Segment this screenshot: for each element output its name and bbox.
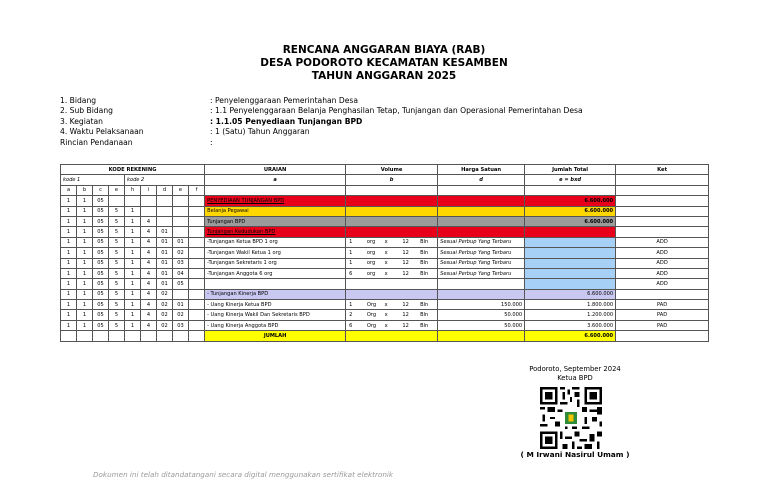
- code-cell: 05: [93, 289, 109, 299]
- code-cell: 5: [109, 310, 125, 320]
- ket-cell: [616, 289, 709, 299]
- info-label: 3. Kegiatan: [60, 116, 103, 126]
- code-cell: 1: [77, 206, 93, 216]
- volume-cell: [346, 331, 438, 341]
- header-ket-sub: [616, 175, 709, 185]
- code-letter: d: [157, 185, 173, 195]
- code-cell: 05: [93, 216, 109, 226]
- table-row: [61, 289, 709, 299]
- volume-cell: 1 org x 12 Bln: [346, 248, 438, 258]
- code-cell: 02: [157, 320, 173, 330]
- code-cell: 4: [141, 237, 157, 247]
- table-row: [61, 300, 709, 310]
- volume-cell: 6 org x 12 Bln: [346, 268, 438, 278]
- code-cell: 5: [109, 289, 125, 299]
- code-cell: 1: [125, 310, 141, 320]
- code-cell: 5: [109, 227, 125, 237]
- harga-satuan-cell: Sesuai Perbup Yang Terbaru: [438, 248, 525, 258]
- jumlah-total-cell: 6.600.000: [525, 196, 616, 206]
- code-cell: 1: [61, 289, 77, 299]
- qr-code-icon: [540, 387, 602, 449]
- code-letter: c: [93, 185, 109, 195]
- code-cell: 02: [157, 310, 173, 320]
- info-value: :: [210, 137, 213, 147]
- code-cell: 05: [93, 320, 109, 330]
- code-cell: 02: [173, 248, 189, 258]
- code-cell: 04: [173, 268, 189, 278]
- table-row: [61, 258, 709, 268]
- code-cell: 05: [93, 310, 109, 320]
- jumlah-total-cell: 3.600.000: [525, 320, 616, 330]
- header-volume: Volume: [346, 165, 438, 175]
- uraian-cell: - Uang Kinerja Anggota BPD: [205, 320, 346, 330]
- code-cell: [109, 331, 125, 341]
- uraian-cell: - Uang Kinerja Wakil Dan Sekretaris BPD: [205, 310, 346, 320]
- info-row: [60, 106, 583, 116]
- code-cell: [173, 331, 189, 341]
- signature-role: Ketua BPD: [557, 374, 593, 383]
- table-subheader-row: [61, 175, 709, 185]
- ket-cell: [616, 331, 709, 341]
- code-cell: 05: [93, 268, 109, 278]
- document-title-line1: RENCANA ANGGARAN BIAYA (RAB): [282, 44, 486, 56]
- code-cell: [157, 206, 173, 216]
- code-cell: 1: [77, 289, 93, 299]
- jumlah-total-cell: [525, 237, 616, 247]
- code-cell: [189, 206, 205, 216]
- code-letter: b: [77, 185, 93, 195]
- volume-cell: [346, 227, 438, 237]
- info-label: 4. Waktu Pelaksanaan: [60, 127, 144, 137]
- code-cell: [189, 279, 205, 289]
- table-cell: [438, 185, 525, 195]
- code-cell: 5: [109, 206, 125, 216]
- ket-cell: [616, 216, 709, 226]
- activity-info: [60, 96, 583, 148]
- code-cell: 1: [125, 216, 141, 226]
- code-cell: [141, 196, 157, 206]
- volume-cell: [346, 196, 438, 206]
- header-uraian-sub: a: [205, 175, 346, 185]
- code-cell: [189, 196, 205, 206]
- jumlah-total-cell: [525, 268, 616, 278]
- ket-cell: ADD: [616, 279, 709, 289]
- ket-cell: ADD: [616, 258, 709, 268]
- code-cell: 1: [125, 268, 141, 278]
- code-cell: 5: [109, 258, 125, 268]
- harga-satuan-cell: [438, 279, 525, 289]
- header-jumlah-total: Jumlah Total: [525, 165, 616, 175]
- table-code-letter-row: [61, 185, 709, 195]
- header-harga-sub: d: [438, 175, 525, 185]
- signature-block: [520, 365, 630, 384]
- info-value: : 1.1.05 Penyediaan Tunjangan BPD: [210, 116, 363, 126]
- code-cell: [157, 196, 173, 206]
- table-cell: [616, 185, 709, 195]
- code-cell: 01: [157, 258, 173, 268]
- harga-satuan-cell: [438, 289, 525, 299]
- code-cell: 01: [157, 227, 173, 237]
- ket-cell: PAD: [616, 300, 709, 310]
- code-cell: [125, 331, 141, 341]
- jumlah-total-cell: 6.600.000: [525, 206, 616, 216]
- harga-satuan-cell: [438, 331, 525, 341]
- code-cell: 1: [125, 248, 141, 258]
- table-row: [61, 310, 709, 320]
- code-cell: 1: [61, 300, 77, 310]
- table-row: [61, 320, 709, 330]
- code-cell: 05: [93, 196, 109, 206]
- harga-satuan-cell: [438, 196, 525, 206]
- code-cell: 02: [173, 310, 189, 320]
- table-row: [61, 196, 709, 206]
- code-cell: [157, 216, 173, 226]
- table-row: [61, 268, 709, 278]
- info-row: [60, 117, 583, 127]
- uraian-cell: -Tunjangan Anggota 6 org: [205, 268, 346, 278]
- jumlah-total-cell: [525, 258, 616, 268]
- table-row: [61, 216, 709, 226]
- code-cell: 4: [141, 216, 157, 226]
- code-cell: 05: [93, 227, 109, 237]
- code-cell: [189, 320, 205, 330]
- volume-cell: [346, 206, 438, 216]
- header-uraian: URAIAN: [205, 165, 346, 175]
- harga-satuan-cell: Sesuai Perbup Yang Terbaru: [438, 237, 525, 247]
- info-value: : 1 (Satu) Tahun Anggaran: [210, 127, 310, 137]
- code-cell: 4: [141, 279, 157, 289]
- table-row: [61, 279, 709, 289]
- ket-cell: ADD: [616, 237, 709, 247]
- code-cell: 1: [77, 310, 93, 320]
- code-cell: 05: [173, 279, 189, 289]
- harga-satuan-cell: Sesuai Perbup Yang Terbaru: [438, 258, 525, 268]
- code-cell: 1: [77, 258, 93, 268]
- code-cell: [125, 196, 141, 206]
- code-cell: [173, 289, 189, 299]
- header-harga-satuan: Harga Satuan: [438, 165, 525, 175]
- uraian-cell: -Tunjangan Wakil Ketua 1 org: [205, 248, 346, 258]
- code-cell: 1: [77, 237, 93, 247]
- header-kode-1: kode 1: [61, 175, 125, 185]
- volume-cell: [346, 289, 438, 299]
- table-cell: [346, 185, 438, 195]
- code-cell: [173, 216, 189, 226]
- code-cell: [173, 206, 189, 216]
- code-cell: [189, 248, 205, 258]
- code-cell: [189, 331, 205, 341]
- ket-cell: [616, 196, 709, 206]
- code-cell: 1: [125, 237, 141, 247]
- code-cell: 1: [61, 196, 77, 206]
- code-cell: 5: [109, 279, 125, 289]
- uraian-cell: Tunjangan BPD: [205, 216, 346, 226]
- code-cell: [109, 196, 125, 206]
- code-cell: 05: [93, 258, 109, 268]
- table-row: [61, 248, 709, 258]
- info-value: : Penyelenggaraan Pemerintahan Desa: [210, 96, 359, 105]
- code-cell: [173, 227, 189, 237]
- uraian-cell: - Tunjangan Kinerja BPD: [205, 289, 346, 299]
- volume-cell: 1 Org x 12 Bln: [346, 300, 438, 310]
- code-letter: a: [61, 185, 77, 195]
- code-cell: 5: [109, 237, 125, 247]
- document-title-line2: DESA PODOROTO KECAMATAN KESAMBEN: [260, 57, 508, 69]
- budget-table: [60, 164, 709, 342]
- code-cell: [141, 206, 157, 216]
- code-cell: 05: [93, 248, 109, 258]
- code-cell: 1: [61, 206, 77, 216]
- header-jumlah-sub: e = bxd: [525, 175, 616, 185]
- code-cell: 1: [77, 216, 93, 226]
- header-kode-2: kode 2: [125, 175, 205, 185]
- code-cell: 01: [157, 248, 173, 258]
- code-cell: 1: [61, 258, 77, 268]
- code-cell: 4: [141, 248, 157, 258]
- signatory-name: ( M Irwani Nasirul Umam ): [520, 450, 630, 459]
- code-cell: 1: [125, 320, 141, 330]
- code-cell: 05: [93, 206, 109, 216]
- code-cell: 4: [141, 268, 157, 278]
- table-row: [61, 227, 709, 237]
- code-cell: 1: [61, 320, 77, 330]
- code-cell: 5: [109, 216, 125, 226]
- code-letter: e: [109, 185, 125, 195]
- jumlah-total-cell: [525, 227, 616, 237]
- harga-satuan-cell: 150.000: [438, 300, 525, 310]
- code-cell: 01: [173, 237, 189, 247]
- info-label: 1. Bidang: [60, 96, 97, 105]
- jumlah-total-cell: 1.200.000: [525, 310, 616, 320]
- code-letter: f: [189, 185, 205, 195]
- code-cell: 1: [61, 227, 77, 237]
- code-cell: 05: [93, 279, 109, 289]
- code-cell: 4: [141, 300, 157, 310]
- code-cell: 4: [141, 310, 157, 320]
- code-cell: 4: [141, 289, 157, 299]
- code-cell: 4: [141, 227, 157, 237]
- ket-cell: [616, 227, 709, 237]
- code-cell: 05: [93, 300, 109, 310]
- code-cell: 1: [77, 248, 93, 258]
- code-letter: e: [173, 185, 189, 195]
- code-cell: 1: [77, 268, 93, 278]
- code-cell: 1: [125, 227, 141, 237]
- code-cell: 1: [61, 310, 77, 320]
- table-cell: [525, 185, 616, 195]
- ket-cell: ADD: [616, 268, 709, 278]
- code-cell: 02: [157, 289, 173, 299]
- ket-cell: ADD: [616, 248, 709, 258]
- code-letter: h: [125, 185, 141, 195]
- code-cell: 4: [141, 320, 157, 330]
- code-cell: 1: [77, 320, 93, 330]
- code-cell: [93, 331, 109, 341]
- volume-cell: 1 org x 12 Bln: [346, 258, 438, 268]
- code-cell: [189, 237, 205, 247]
- code-cell: [77, 331, 93, 341]
- volume-cell: 1 org x 12 Bln: [346, 237, 438, 247]
- code-cell: [61, 331, 77, 341]
- code-cell: 1: [77, 196, 93, 206]
- ket-cell: PAD: [616, 310, 709, 320]
- jumlah-total-cell: 1.800.000: [525, 300, 616, 310]
- code-cell: [189, 300, 205, 310]
- info-value: : 1.1 Penyelenggaraan Belanja Penghasilan Tetap, Tunjangan dan Operasional Pemerintahan Desa: [210, 106, 583, 116]
- code-cell: 1: [61, 248, 77, 258]
- table-cell: [205, 185, 346, 195]
- info-row: [60, 96, 583, 106]
- total-value: 6.600.000: [525, 331, 616, 341]
- code-cell: [189, 310, 205, 320]
- code-cell: 5: [109, 320, 125, 330]
- code-cell: 01: [157, 237, 173, 247]
- harga-satuan-cell: [438, 216, 525, 226]
- info-row: [60, 138, 583, 148]
- harga-satuan-cell: 50.000: [438, 320, 525, 330]
- ket-cell: [616, 206, 709, 216]
- harga-satuan-cell: [438, 206, 525, 216]
- ket-cell: PAD: [616, 320, 709, 330]
- jumlah-total-cell: [525, 248, 616, 258]
- code-cell: 05: [93, 237, 109, 247]
- jumlah-total-cell: [525, 279, 616, 289]
- code-cell: 01: [157, 268, 173, 278]
- document-title-line3: TAHUN ANGGARAN 2025: [311, 70, 457, 82]
- code-cell: 01: [157, 279, 173, 289]
- code-cell: 1: [125, 279, 141, 289]
- code-cell: 5: [109, 268, 125, 278]
- header-kode-rekening: KODE REKENING: [61, 165, 205, 175]
- total-label: JUMLAH: [205, 331, 346, 341]
- code-cell: [173, 196, 189, 206]
- code-cell: 1: [61, 216, 77, 226]
- code-cell: 1: [125, 300, 141, 310]
- harga-satuan-cell: 50.000: [438, 310, 525, 320]
- volume-cell: 2 Org x 12 Bln: [346, 310, 438, 320]
- code-cell: 1: [125, 289, 141, 299]
- harga-satuan-cell: Sesuai Perbup Yang Terbaru: [438, 268, 525, 278]
- code-cell: 1: [125, 206, 141, 216]
- code-cell: 02: [157, 300, 173, 310]
- code-cell: [157, 331, 173, 341]
- code-letter: i: [141, 185, 157, 195]
- uraian-cell: -Tunjangan Ketua BPD 1 org: [205, 237, 346, 247]
- code-cell: 1: [77, 279, 93, 289]
- uraian-cell: Belanja Pegawai: [205, 206, 346, 216]
- table-total-row: [61, 331, 709, 341]
- code-cell: 1: [61, 268, 77, 278]
- uraian-cell: Tunjangan Kedudukan BPD: [205, 227, 346, 237]
- harga-satuan-cell: [438, 227, 525, 237]
- uraian-cell: - Uang Kinerja Ketua BPD: [205, 300, 346, 310]
- uraian-cell: [205, 279, 346, 289]
- uraian-cell: -Tunjangan Sekretaris 1 org: [205, 258, 346, 268]
- jumlah-total-cell: 6.600.000: [525, 289, 616, 299]
- code-cell: 1: [61, 279, 77, 289]
- info-label: 2. Sub Bidang: [60, 106, 113, 116]
- code-cell: 03: [173, 320, 189, 330]
- code-cell: 5: [109, 248, 125, 258]
- code-cell: [189, 258, 205, 268]
- code-cell: 1: [77, 300, 93, 310]
- code-cell: [189, 268, 205, 278]
- uraian-cell: PENYEDIAAN TUNJANGAN BPD: [205, 196, 346, 206]
- volume-cell: [346, 279, 438, 289]
- code-cell: 4: [141, 258, 157, 268]
- code-cell: 03: [173, 258, 189, 268]
- digital-signature-note: Dokumen ini telah ditandatangani secara digital menggunakan sertifikat elektronik: [93, 470, 394, 479]
- code-cell: 1: [77, 227, 93, 237]
- info-row: [60, 127, 583, 137]
- code-cell: 1: [125, 258, 141, 268]
- volume-cell: [346, 216, 438, 226]
- code-cell: [189, 227, 205, 237]
- volume-cell: 6 Org x 12 Bln: [346, 320, 438, 330]
- jumlah-total-cell: 6.600.000: [525, 216, 616, 226]
- table-header-row: [61, 165, 709, 175]
- code-cell: [141, 331, 157, 341]
- info-label: Rincian Pendanaan: [60, 137, 133, 147]
- signature-place-date: Podoroto, September 2024: [529, 365, 621, 373]
- header-ket: Ket: [616, 165, 709, 175]
- code-cell: 01: [173, 300, 189, 310]
- code-cell: 1: [61, 237, 77, 247]
- code-cell: [189, 289, 205, 299]
- header-volume-sub: b: [346, 175, 438, 185]
- table-row: [61, 237, 709, 247]
- code-cell: 5: [109, 300, 125, 310]
- code-cell: [189, 216, 205, 226]
- table-row: [61, 206, 709, 216]
